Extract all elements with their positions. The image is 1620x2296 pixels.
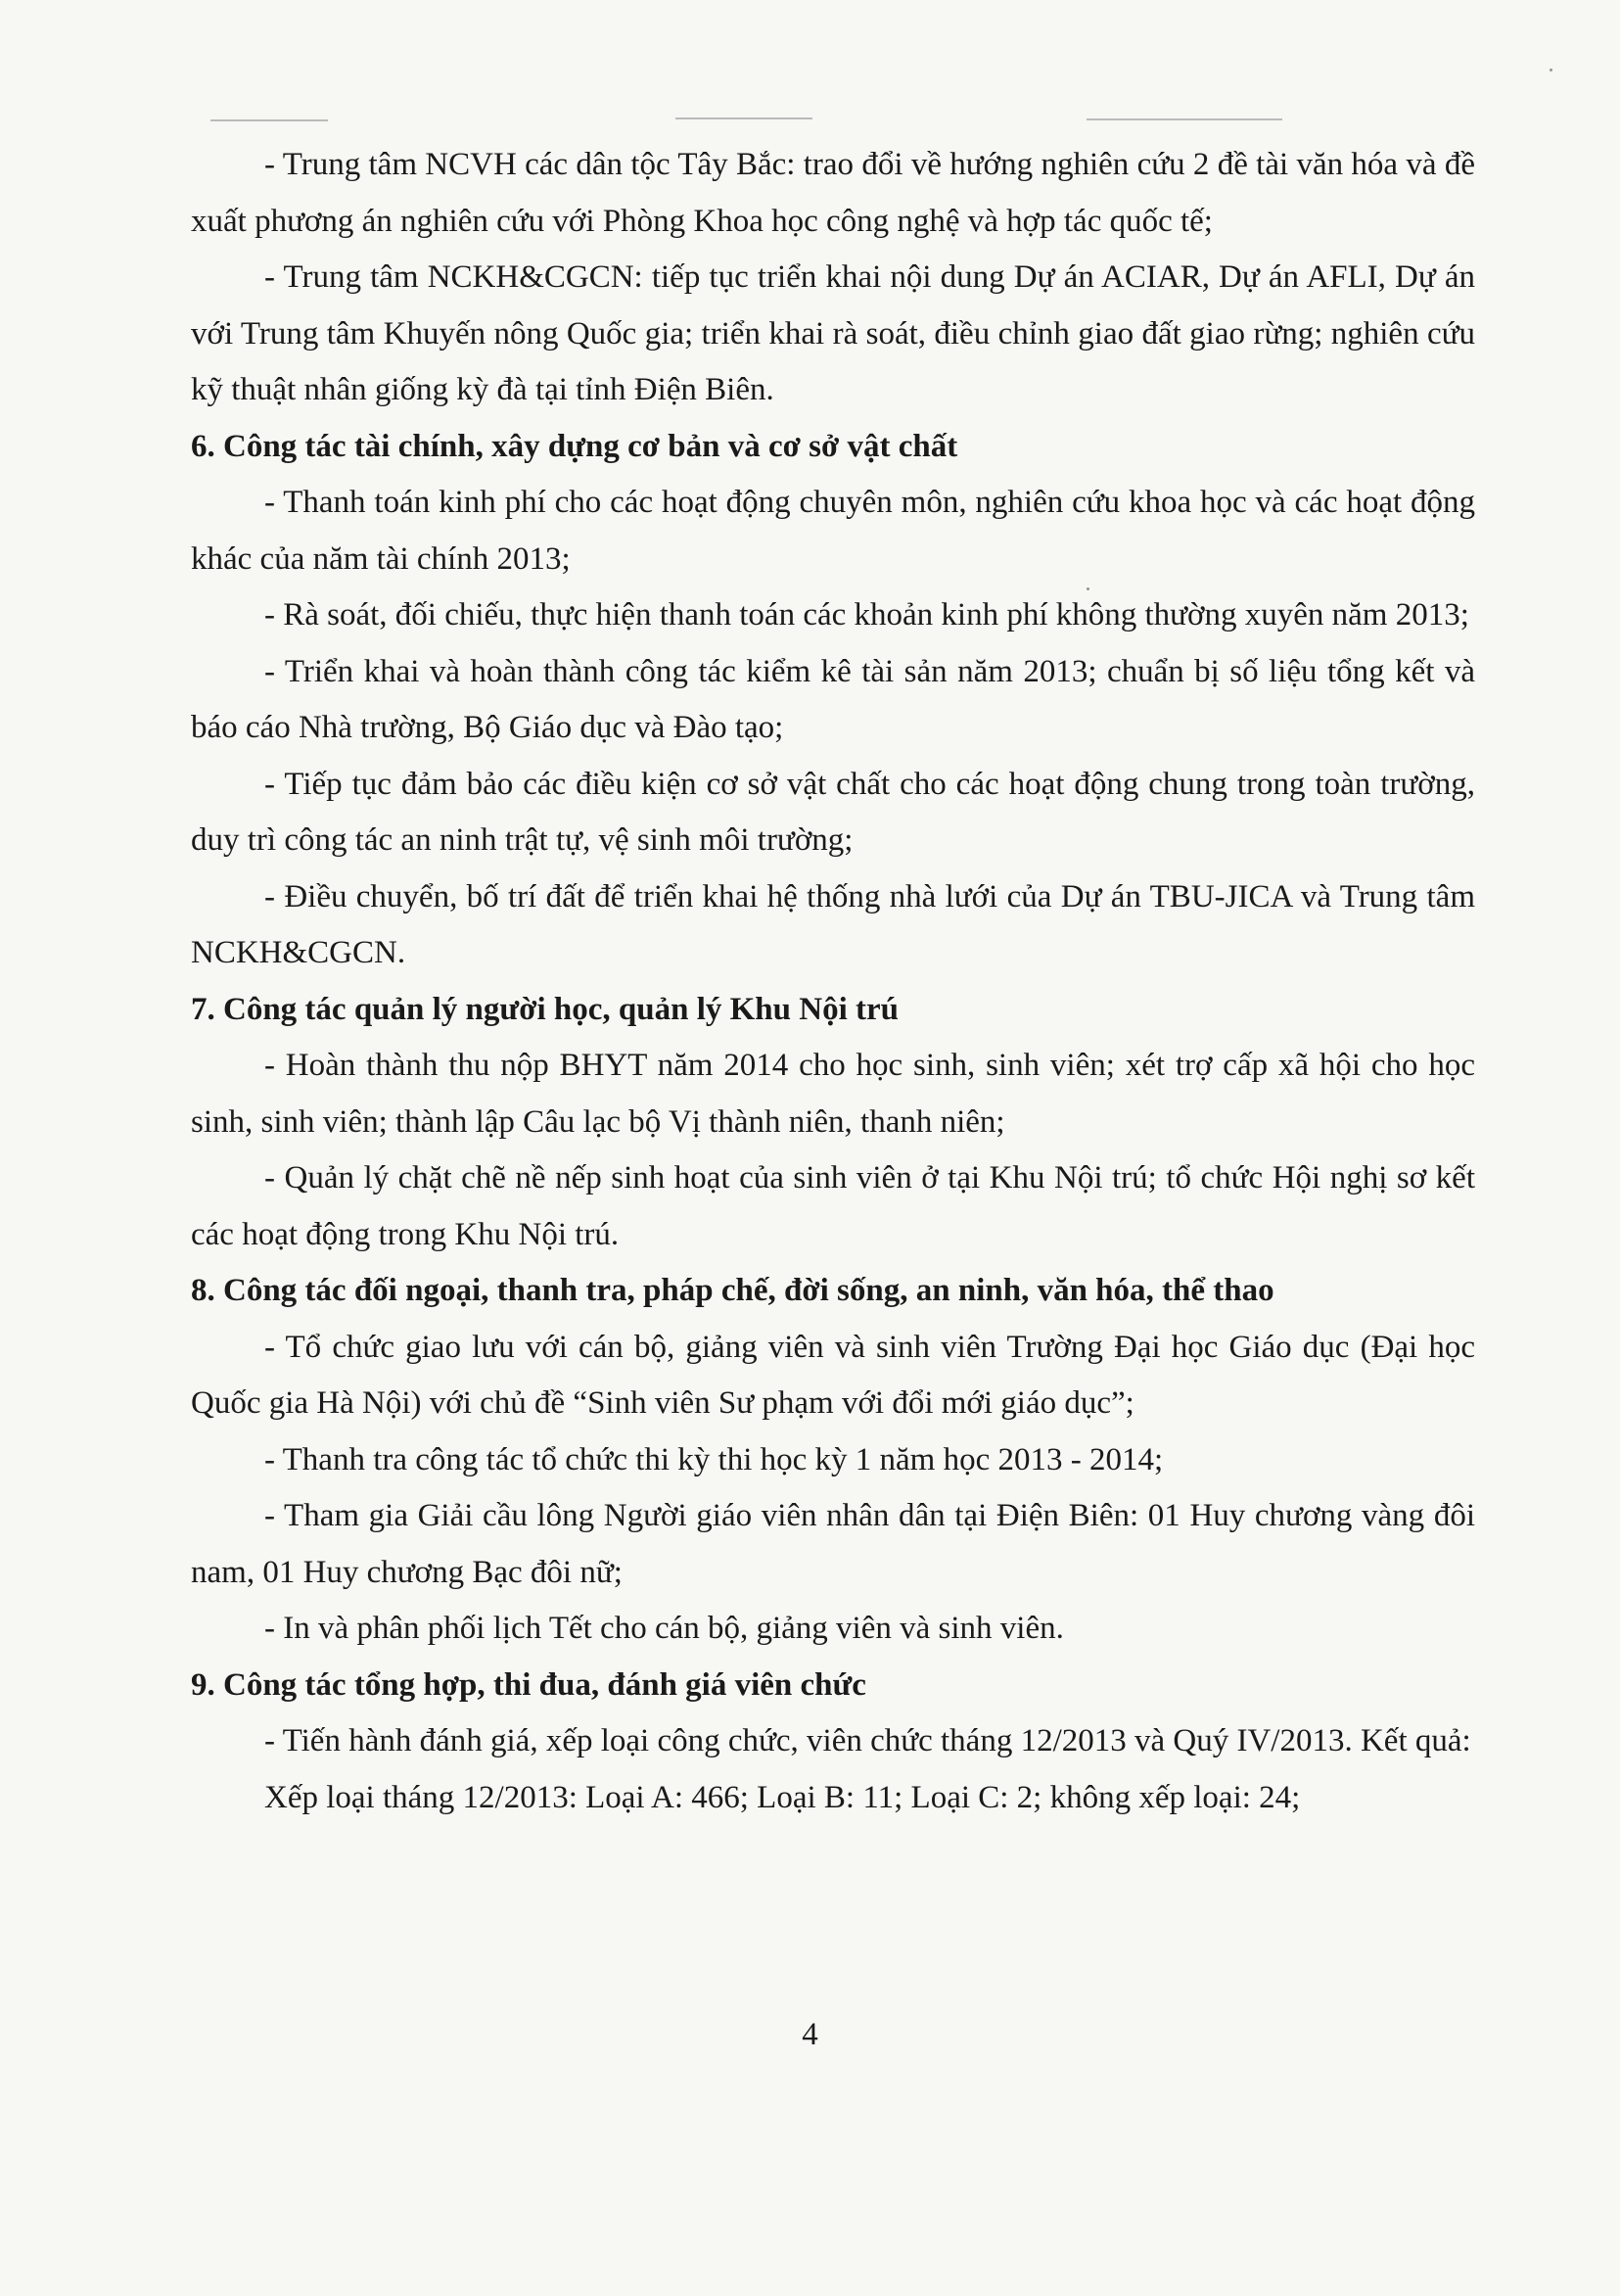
scan-artifact — [1087, 118, 1282, 120]
list-item: - Trung tâm NCVH các dân tộc Tây Bắc: trao đổi về hướng nghiên cứu 2 đề tài văn hóa và đề xuất phương án nghiên cứu với Phòng Khoa học công nghệ và hợp tác quốc tế; — [191, 147, 1475, 239]
list-item: - Tham gia Giải cầu lông Người giáo viên nhân dân tại Điện Biên: 01 Huy chương vàng đôi nam, 01 Huy chương Bạc đôi nữ; — [191, 1498, 1475, 1590]
page-number: 4 — [802, 2017, 818, 2052]
list-item: - Rà soát, đối chiếu, thực hiện thanh toán các khoản kinh phí không thường xuyên năm 2013; — [264, 597, 1469, 633]
section-heading: 8. Công tác đối ngoại, thanh tra, pháp chế, đời sống, an ninh, văn hóa, thể thao — [191, 1273, 1274, 1308]
section-heading: 6. Công tác tài chính, xây dựng cơ bản và cơ sở vật chất — [191, 428, 958, 464]
document-body — [191, 137, 1475, 1826]
list-item: - Tổ chức giao lưu với cán bộ, giảng viên và sinh viên Trường Đại học Giáo dục (Đại học Quốc gia Hà Nội) với chủ đề “Sinh viên Sư phạm với đổi mới giáo dục”; — [191, 1329, 1475, 1421]
list-item: - Tiến hành đánh giá, xếp loại công chức, viên chức tháng 12/2013 và Quý IV/2013. Kết quả: — [264, 1723, 1471, 1758]
list-item: - Thanh toán kinh phí cho các hoạt động chuyên môn, nghiên cứu khoa học và các hoạt động khác của năm tài chính 2013; — [191, 485, 1475, 577]
list-item: - Trung tâm NCKH&CGCN: tiếp tục triển khai nội dung Dự án ACIAR, Dự án AFLI, Dự án với Trung tâm Khuyến nông Quốc gia; triển khai rà soát, điều chỉnh giao đất giao rừng; nghiên cứu kỹ thuật nhân giống kỳ đà tại tỉnh Điện Biên. — [191, 259, 1475, 407]
scan-artifact — [1550, 69, 1552, 71]
list-item: Xếp loại tháng 12/2013: Loại A: 466; Loại B: 11; Loại C: 2; không xếp loại: 24; — [264, 1779, 1301, 1815]
list-item: - In và phân phối lịch Tết cho cán bộ, giảng viên và sinh viên. — [264, 1611, 1064, 1646]
section-heading: 9. Công tác tổng hợp, thi đua, đánh giá viên chức — [191, 1666, 866, 1703]
scan-artifact — [675, 117, 812, 119]
list-item: - Điều chuyển, bố trí đất để triển khai hệ thống nhà lưới của Dự án TBU-JICA và Trung tâm NCKH&CGCN. — [191, 878, 1475, 970]
list-item: - Thanh tra công tác tổ chức thi kỳ thi học kỳ 1 năm học 2013 - 2014; — [264, 1441, 1164, 1477]
list-item: - Triển khai và hoàn thành công tác kiểm kê tài sản năm 2013; chuẩn bị số liệu tổng kết và báo cáo Nhà trường, Bộ Giáo dục và Đào tạo; — [191, 653, 1475, 745]
list-item: - Quản lý chặt chẽ nề nếp sinh hoạt của sinh viên ở tại Khu Nội trú; tổ chức Hội nghị sơ kết các hoạt động trong Khu Nội trú. — [191, 1160, 1475, 1252]
list-item: - Tiếp tục đảm bảo các điều kiện cơ sở vật chất cho các hoạt động chung trong toàn trường, duy trì công tác an ninh trật tự, vệ sinh môi trường; — [191, 766, 1475, 858]
list-item: - Hoàn thành thu nộp BHYT năm 2014 cho học sinh, sinh viên; xét trợ cấp xã hội cho học sinh, sinh viên; thành lập Câu lạc bộ Vị thành niên, thanh niên; — [191, 1048, 1475, 1140]
scan-artifact — [210, 119, 328, 121]
section-heading: 7. Công tác quản lý người học, quản lý Khu Nội trú — [191, 991, 899, 1027]
